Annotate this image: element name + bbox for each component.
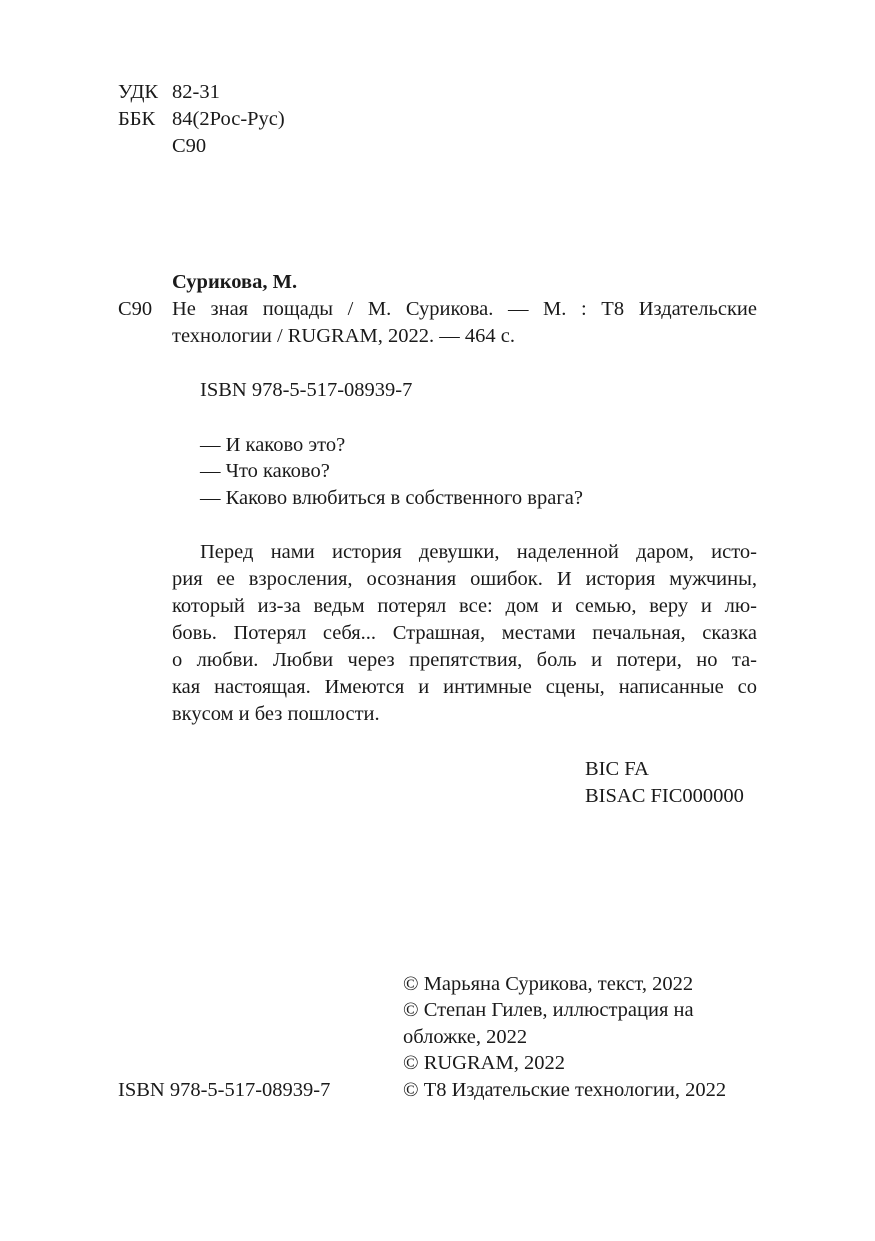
- dialogue-line: — И каково это?: [200, 434, 346, 456]
- annotation-line: который из-за ведьм потерял все: дом и семью, веру и лю-: [172, 595, 757, 617]
- copyright-line: © Т8 Издательские технологии, 2022: [403, 1079, 727, 1101]
- bbk-value: 84(2Рос-Рус): [172, 108, 285, 130]
- dialogue-line: — Каково влюбиться в собственного врага?: [200, 487, 583, 509]
- annotation-line: бовь. Потерял себя... Страшная, местами печальная, сказка: [172, 622, 757, 644]
- record-author-mark: С90: [118, 298, 153, 320]
- footer-isbn: ISBN 978-5-517-08939-7: [118, 1079, 331, 1101]
- description-line: Не зная пощады / М. Сурикова. — М. : Т8 Издательские: [172, 298, 757, 320]
- annotation-line: о любви. Любви через препятствия, боль и потери, но та-: [172, 649, 757, 671]
- bisac-code: BISAC FIC000000: [585, 785, 744, 807]
- annotation-line: кая настоящая. Имеются и интимные сцены, написанные со: [172, 676, 757, 698]
- copyright-line: © Степан Гилев, иллюстрация на: [403, 999, 694, 1021]
- annotation-line: рия ее взросления, осознания ошибок. И история мужчины,: [172, 568, 757, 590]
- udk-value: 82-31: [172, 81, 220, 103]
- copyright-line: © RUGRAM, 2022: [403, 1052, 565, 1074]
- isbn: ISBN 978-5-517-08939-7: [200, 379, 413, 401]
- author-mark: С90: [172, 135, 207, 157]
- udk-label: УДК: [118, 81, 159, 103]
- copyright-line: обложке, 2022: [403, 1026, 528, 1048]
- annotation-line: Перед нами история девушки, наделенной даром, исто-: [200, 541, 757, 563]
- dialogue-line: — Что каково?: [200, 460, 330, 482]
- copyright-line: © Марьяна Сурикова, текст, 2022: [403, 973, 694, 995]
- bic-code: BIC FA: [585, 758, 649, 780]
- annotation-line: вкусом и без пошлости.: [172, 703, 380, 725]
- description-line: технологии / RUGRAM, 2022. — 464 с.: [172, 325, 515, 347]
- bbk-label: ББК: [118, 108, 156, 130]
- author-heading: Сурикова, М.: [172, 271, 298, 293]
